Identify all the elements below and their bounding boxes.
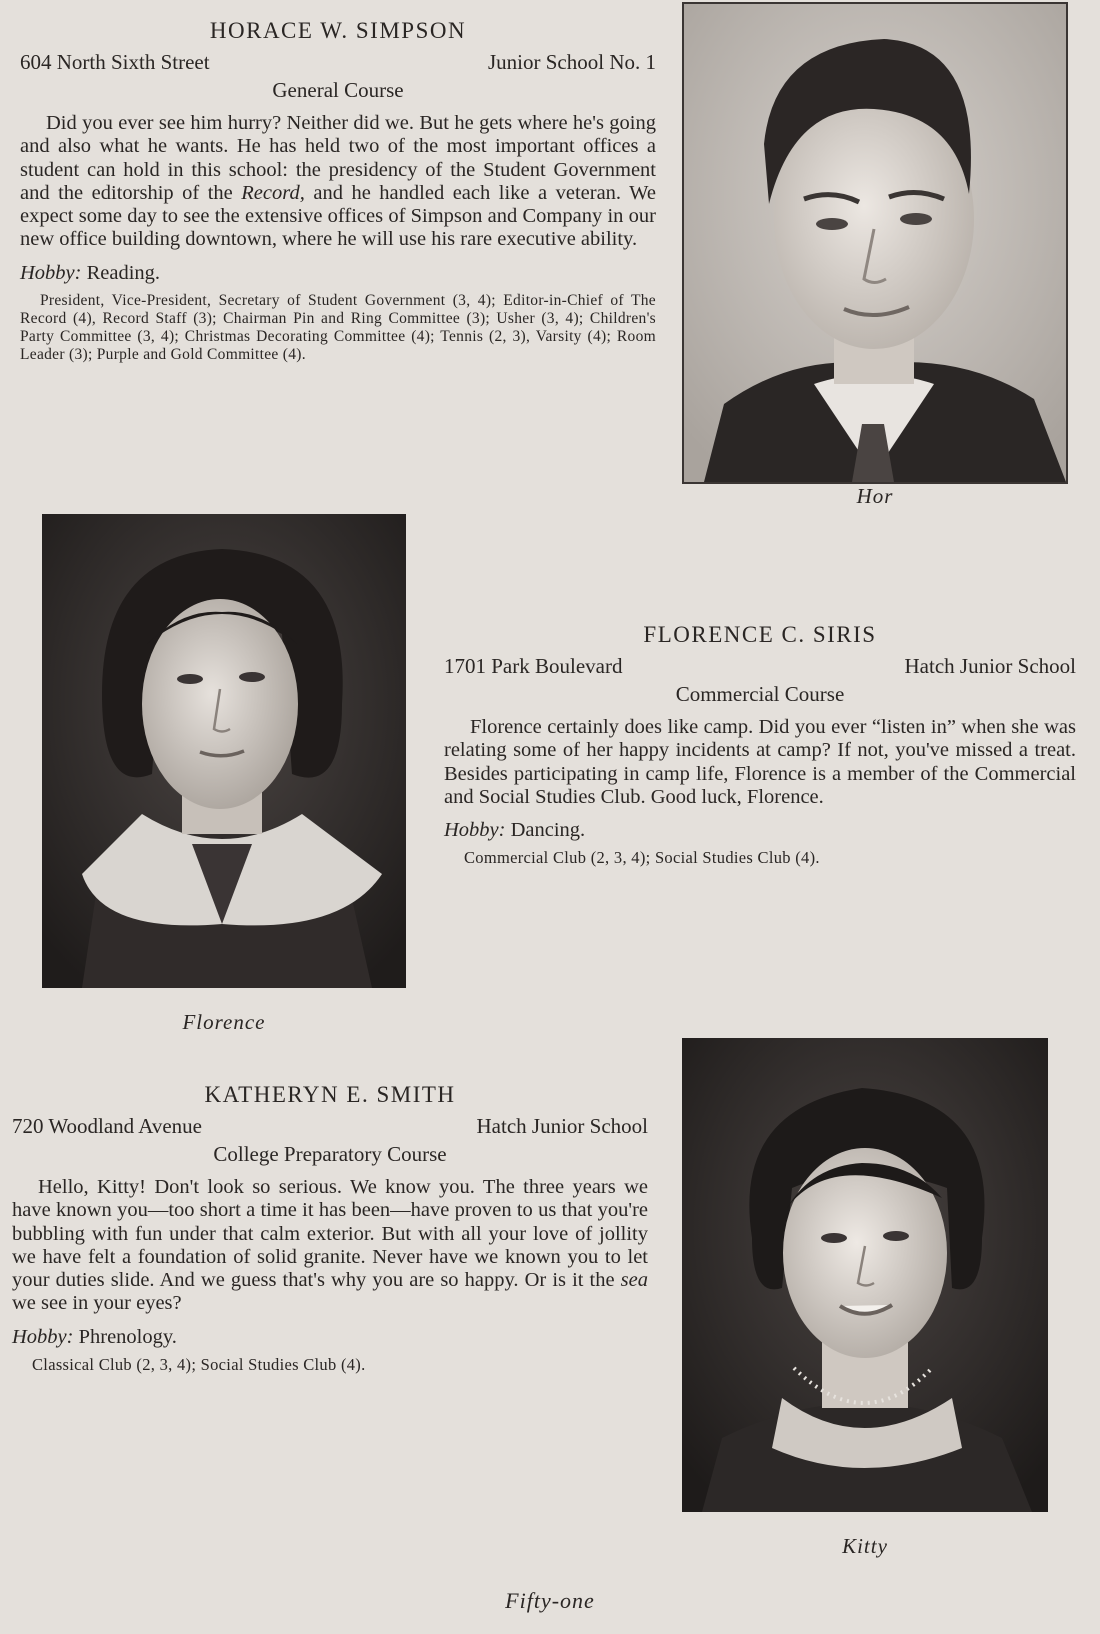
junior-school: Junior School No. 1 <box>488 50 656 74</box>
bio-italic-text: sea <box>620 1269 648 1292</box>
hobby-line <box>12 1324 648 1350</box>
hobby-label: Hobby: <box>12 1325 74 1348</box>
student-bio: Florence certainly does like camp. Did you ever “listen in” when she was relating some of her happy incidents at camp? If not, you've missed a treat. Besides participating in camp life, Florence is a member of the Commercial and Social Studies Club. Good luck, Florence. <box>444 716 1076 808</box>
page-number: Fifty-one <box>505 1588 595 1613</box>
address-line <box>12 1112 648 1140</box>
student-name: KATHERYN E. SMITH <box>204 1082 456 1107</box>
hobby-label: Hobby: <box>444 819 506 842</box>
student-address: 1701 Park Boulevard <box>444 654 623 678</box>
nickname-caption: Kitty <box>842 1534 888 1558</box>
nickname-caption: Florence <box>182 1010 266 1034</box>
bio-italic-text: Record, <box>241 181 305 204</box>
nickname-caption: Hor <box>856 484 894 508</box>
junior-school: Hatch Junior School <box>904 654 1076 678</box>
student-entry-horace <box>20 18 656 364</box>
address-line <box>20 48 656 76</box>
bio-text: we see in your eyes? <box>12 1292 182 1315</box>
student-portrait-florence <box>42 514 406 988</box>
student-bio <box>12 1176 648 1316</box>
bio-text: and he handled each like a veteran. We expect some day to see the extensive offices of Simpson and Company in our new office building downtown, where he will use his rare executive ability. <box>20 181 656 251</box>
bio-text: Did you ever see him hurry? Neither did we. But he gets where he's going and also what he wants. He has held two of the most important offices a student can hold in this school: the presidency of the Student Government and the editorship of the <box>20 112 656 204</box>
student-portrait-horace <box>682 2 1068 484</box>
hobby-value: Reading. <box>86 261 161 284</box>
activities-list: Classical Club (2, 3, 4); Social Studies Club (4). <box>32 1354 366 1374</box>
student-name: FLORENCE C. SIRIS <box>643 622 877 647</box>
hobby-line <box>444 817 1076 843</box>
hobby-line <box>20 260 656 286</box>
bio-text: Hello, Kitty! Don't look so serious. We know you. The three years we have known you—too short a time it has been—have proven to us that you're bubbling with fun under that calm exterior. But with all your love of jollity we have felt a foundation of solid granite. Never have we known you to let your duties slide. And we guess that's why you are so happy. Or is it the <box>12 1176 648 1292</box>
hobby-value: Phrenology. <box>78 1325 177 1348</box>
activities-list: Commercial Club (2, 3, 4); Social Studies Club (4). <box>464 848 820 868</box>
activities-list: President, Vice-President, Secretary of Student Government (3, 4); Editor-in-Chief of The Record (4), Record Staff (3); Chairman Pin and Ring Committee (3); Usher (3, 4); Children's Party Committee (3, 4); Christmas Decorating Committee (4); Tennis (2, 3), Varsity (4); Room Leader (3); Purple and Gold Committee (4). <box>20 291 656 363</box>
hobby-value: Dancing. <box>510 819 586 842</box>
student-address: 720 Woodland Avenue <box>12 1114 203 1138</box>
student-name: HORACE W. SIMPSON <box>209 18 467 43</box>
hobby-label: Hobby: <box>20 261 82 284</box>
junior-school: Hatch Junior School <box>476 1114 648 1138</box>
course-name: General Course <box>272 78 404 102</box>
student-entry-florence <box>444 622 1076 867</box>
student-address: 604 North Sixth Street <box>20 50 210 74</box>
portrait-image <box>42 514 406 988</box>
portrait-image <box>684 4 1066 482</box>
student-bio <box>20 112 656 252</box>
course-name: Commercial Course <box>675 682 845 706</box>
portrait-image <box>682 1038 1048 1512</box>
student-entry-katheryn <box>12 1082 648 1374</box>
student-portrait-katheryn <box>682 1038 1048 1512</box>
course-name: College Preparatory Course <box>213 1142 447 1166</box>
address-line <box>444 652 1076 680</box>
